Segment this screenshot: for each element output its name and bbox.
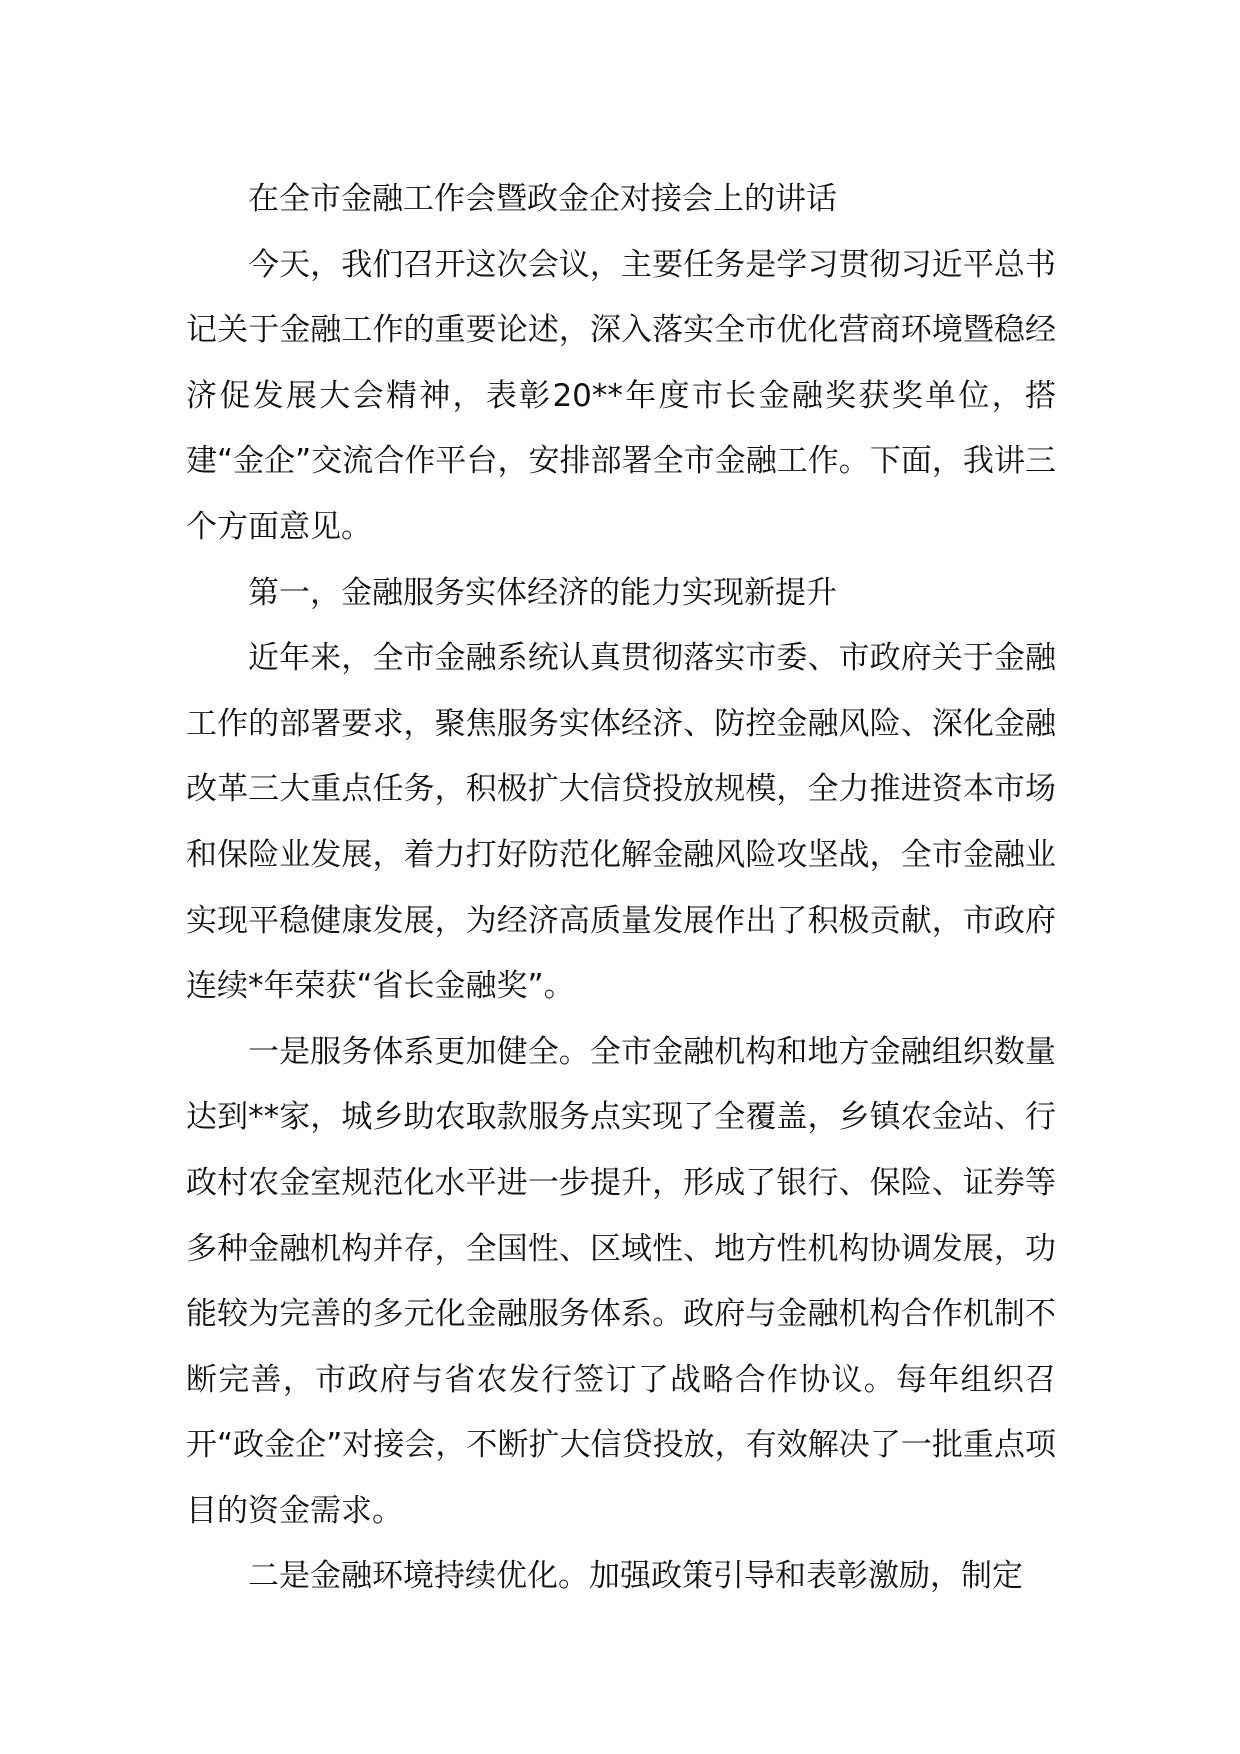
paragraph: 二是金融环境持续优化。加强政策引导和表彰激励，制定 bbox=[248, 1558, 1023, 1595]
document-title: 在全市金融工作会暨政金企对接会上的讲话 bbox=[248, 181, 837, 217]
paragraph: 今天，我们召开这次会议，主要任务是学习贯彻习近平总书记关于金融工作的重要论述，深入落实全市优化营商环境暨稳经济促发展大会精神，表彰20**年度市长金融奖获奖单位，搭建“金企”交流合作平台，安排部署全市金融工作。下面，我讲三个方面意见。 bbox=[186, 246, 1056, 545]
paragraph: 近年来，全市金融系统认真贯彻落实市委、市政府关于金融工作的部署要求，聚焦服务实体经济、防控金融风险、深化金融改革三大重点任务，积极扩大信贷投放规模，全力推进资本市场和保险业发展，着力打好防范化解金融风险攻坚战，全市金融业实现平稳健康发展，为经济高质量发展作出了积极贡献，市政府连续*年荣获“省长金融奖”。 bbox=[186, 640, 1056, 1005]
document-body bbox=[186, 167, 1056, 1610]
section-heading: 第一，金融服务实体经济的能力实现新提升 bbox=[248, 574, 837, 611]
paragraph: 一是服务体系更加健全。全市金融机构和地方金融组织数量达到**家，城乡助农取款服务点实现了全覆盖，乡镇农金站、行政村农金室规范化水平进一步提升，形成了银行、保险、证券等多种金融机构并存，全国性、区域性、地方性机构协调发展，功能较为完善的多元化金融服务体系。政府与金融机构合作机制不断完善，市政府与省农发行签订了战略合作协议。每年组织召开“政金企”对接会，不断扩大信贷投放，有效解决了一批重点项目的资金需求。 bbox=[186, 1033, 1056, 1529]
